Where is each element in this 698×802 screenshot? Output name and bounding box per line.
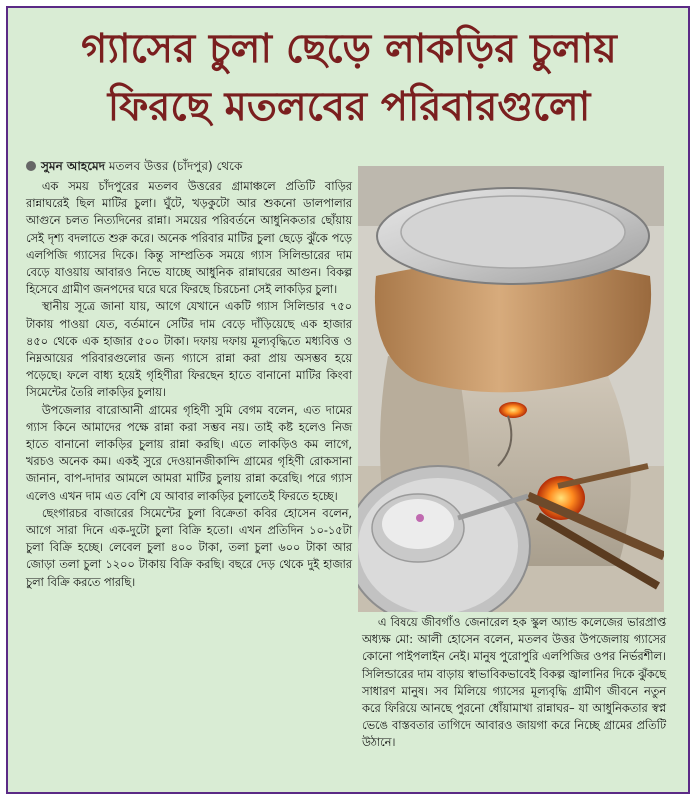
headline-line-1: গ্যাসের চুলা ছেড়ে লাকড়ির চুলায়	[81, 26, 617, 72]
paragraph-3: উপজেলার বারোআনী গ্রামের গৃহিণী সুমি বেগম বলেন, এত দামের গ্যাস কিনে আমাদের পক্ষে রান্না করা সম্ভব নয়। তাই কষ্ট হলেও নিজ হাতে বানানো লাকড়ির চুলায় রান্না করছি। এতে লাকড়িও কম লাগে, খরচও অনেক কম। একই সুরে দেওয়ানজীকান্দি গ্রামের গৃহিণী রোকসানা জানান, বাপ-দাদার আমলে আমরা মাটির চুলায় রান্না করেছি। পরে গ্যাস এলেও এখন দাম এত বেশি যে আবার লাকড়ির চুলাতেই ফিরতে হচ্ছে।	[26, 403, 352, 503]
paragraph-2: স্থানীয় সূত্রে জানা যায়, আগে যেখানে একটি গ্যাস সিলিন্ডার ৭৫০ টাকায় পাওয়া যেত, বর্তমানে সেটির দাম বেড়ে দাঁড়িয়েছে এক হাজার ৪৫০ থেকে এক হাজার ৫০০ টাকা। দফায় দফায় মূল্যবৃদ্ধিতে মধ্যবিত্ত ও নিম্নআয়ের পরিবারগুলোর জন্য গ্যাসে রান্না করা প্রায় অসম্ভব হয়ে পড়েছে। ফলে বাধ্য হয়েই গৃহিণীরা ফিরছেন হাতে বানানো মাটির কিংবা সিমেন্টের তৈরি লাকড়ির চুলায়।	[26, 300, 352, 400]
bullet-icon	[26, 161, 36, 171]
headline	[10, 20, 688, 136]
headline-line-2: ফিরছে মতলবের পরিবারগুলো	[107, 84, 591, 130]
article-column-left	[26, 178, 352, 591]
byline-author: সুমন আহমেদ	[41, 159, 106, 173]
paragraph-1: এক সময় চাঁদপুরের মতলব উত্তরের গ্রামাঞ্চলে প্রতিটি বাড়ির রান্নাঘরেই ছিল মাটির চুলা। ঘুঁটে, খড়কুটো আর শুকনো ডালপালার আগুনে চলত নিত্যদিনের রান্না। সময়ের পরিবর্তনে আধুনিকতার ছোঁয়ায় সেই দৃশ্য বদলাতে শুরু করে। অনেক পরিবার মাটির চুলা ছেড়ে ঝুঁকে পড়ে এলপিজি গ্যাসের দিকে। কিন্তু সাম্প্রতিক সময়ে গ্যাস সিলিন্ডারের দাম বেড়ে যাওয়ায় আবারও নিভে যাচ্ছে আধুনিক রান্নাঘরের আগুন। বিকল্প হিসেবে গ্রামীণ জনপদের ঘরে ঘরে ফিরছে চিরচেনা সেই লাকড়ির চুলা।	[26, 180, 352, 297]
clay-stove-photo	[358, 166, 664, 612]
article-photo	[358, 166, 664, 612]
article-column-right	[362, 614, 666, 752]
byline	[26, 158, 242, 178]
paragraph-4: ছেংগারচর বাজারের সিমেন্টের চুলা বিক্রেতা কবির হোসেন বলেন, আগে সারা দিনে এক-দুটো চুলা বিক্রি হতো। এখন প্রতিদিন ১০-১৫টা চুলা বিক্রি হচ্ছে। লেবেল চুলা ৪০০ টাকা, তলা চুলা ৬০০ টাকা আর জোড়া তলা চুলা ১২০০ টাকায় বিক্রি করছি। বছরে দেড় থেকে দুই হাজার চুলা বিক্রি করতে পারছি।	[26, 506, 352, 589]
paragraph-5: এ বিষয়ে জীবগাঁও জেনারেল হক স্কুল অ্যান্ড কলেজের ভারপ্রাপ্ত অধ্যক্ষ মো: আলী হোসেন বলেন, মতলব উত্তর উপজেলায় গ্যাসের কোনো পাইপলাইন নেই। মানুষ পুরোপুরি এলপিজির ওপর নির্ভরশীল। সিলিন্ডারের দাম বাড়ায় স্বাভাবিকভাবেই বিকল্প জ্বালানির দিকে ঝুঁকছে সাধারণ মানুষ। সব মিলিয়ে গ্যাসের মূল্যবৃদ্ধি গ্রামীণ জীবনে নতুন করে ফিরিয়ে আনছে পুরনো ধোঁয়ামাখা রান্নাঘর– যা আধুনিকতার স্বপ্ন ভেঙে বাস্তবতার তাগিদে আবারও জায়গা করে নিচ্ছে গ্রামের প্রতিটি উঠানে।	[362, 616, 666, 750]
byline-location: মতলব উত্তর (চাঁদপুর) থেকে	[108, 159, 243, 173]
